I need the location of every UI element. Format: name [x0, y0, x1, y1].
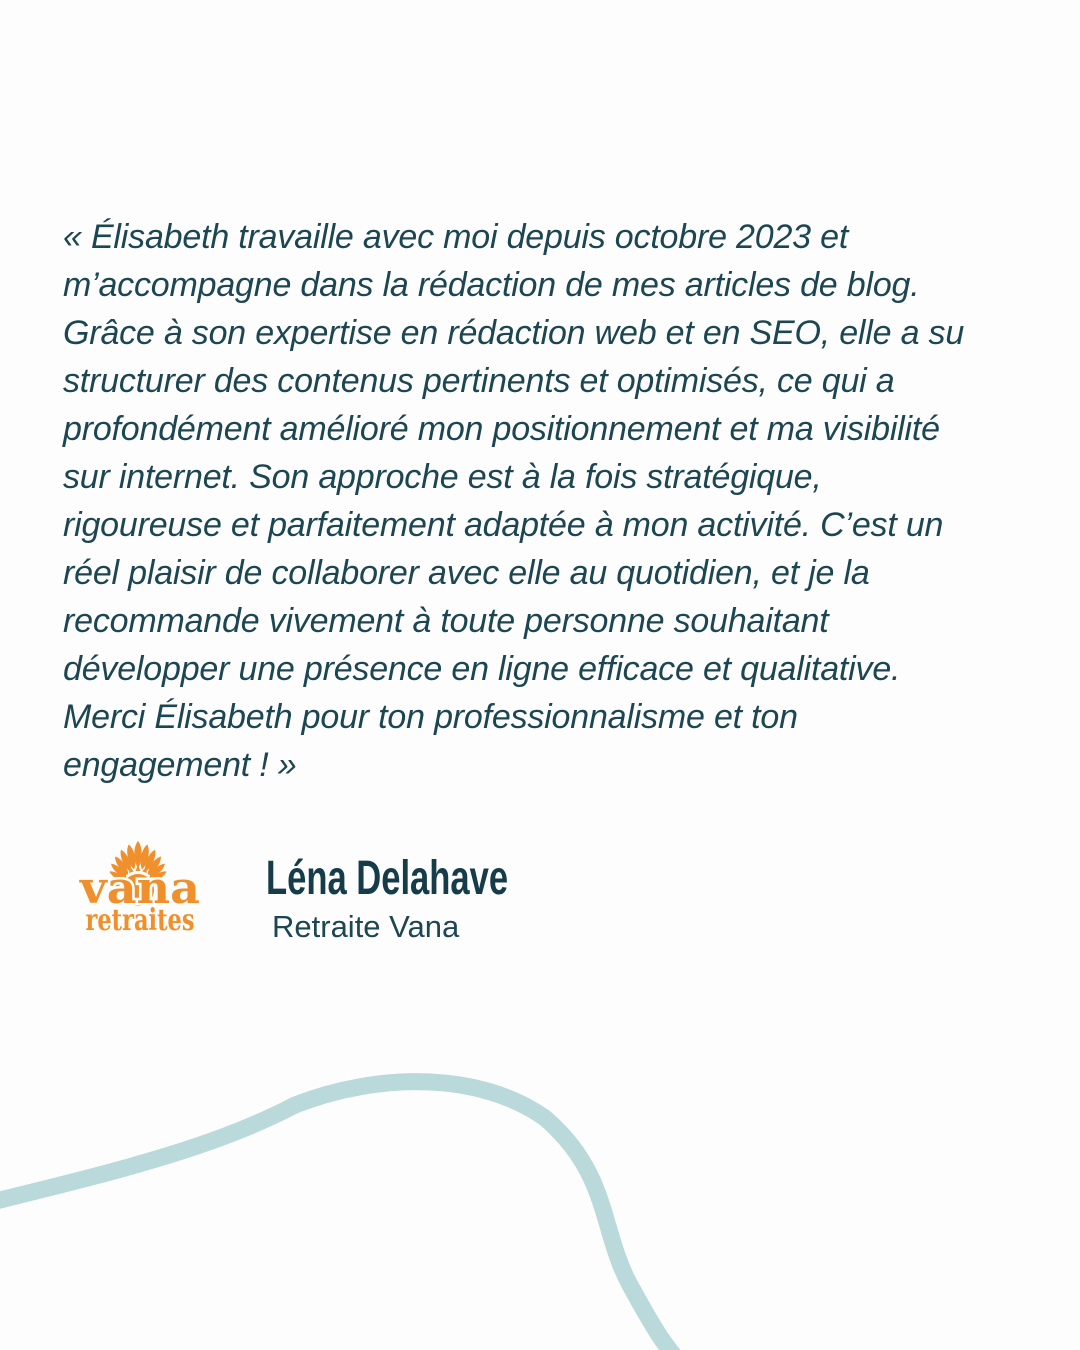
testimonial-quote — [63, 213, 1063, 789]
vana-retraites-logo — [78, 838, 228, 958]
quote-line: sur internet. Son approche est à la fois stratégique, — [63, 458, 822, 496]
logo-tagline-text: retraites — [85, 903, 195, 938]
author-name: Léna Delahave — [266, 852, 509, 905]
quote-line: engagement ! » — [63, 746, 297, 784]
signature-row — [0, 838, 1080, 968]
quote-line: recommande vivement à toute personne souhaitant — [63, 602, 829, 640]
quote-line: développer une présence en ligne efficace et qualitative. — [63, 650, 901, 688]
quote-line: Merci Élisabeth pour ton professionnalisme et ton — [63, 698, 798, 736]
quote-line: m’accompagne dans la rédaction de mes articles de blog. — [63, 266, 920, 304]
quote-line: « Élisabeth travaille avec moi depuis octobre 2023 et — [63, 218, 849, 256]
logo-brand-text: vana — [78, 863, 200, 914]
quote-line: rigoureuse et parfaitement adaptée à mon activité. C’est un — [63, 506, 944, 544]
sunflower-sunrise-icon — [78, 838, 228, 958]
quote-line: Grâce à son expertise en rédaction web et en SEO, elle a su — [63, 314, 965, 352]
author-role: Retraite Vana — [272, 909, 460, 944]
quote-line: réel plaisir de collaborer avec elle au quotidien, et je la — [63, 554, 870, 592]
quote-line: profondément amélioré mon positionnement et ma visibilité — [63, 410, 940, 448]
quote-line: structurer des contenus pertinents et optimisés, ce qui a — [63, 362, 895, 400]
